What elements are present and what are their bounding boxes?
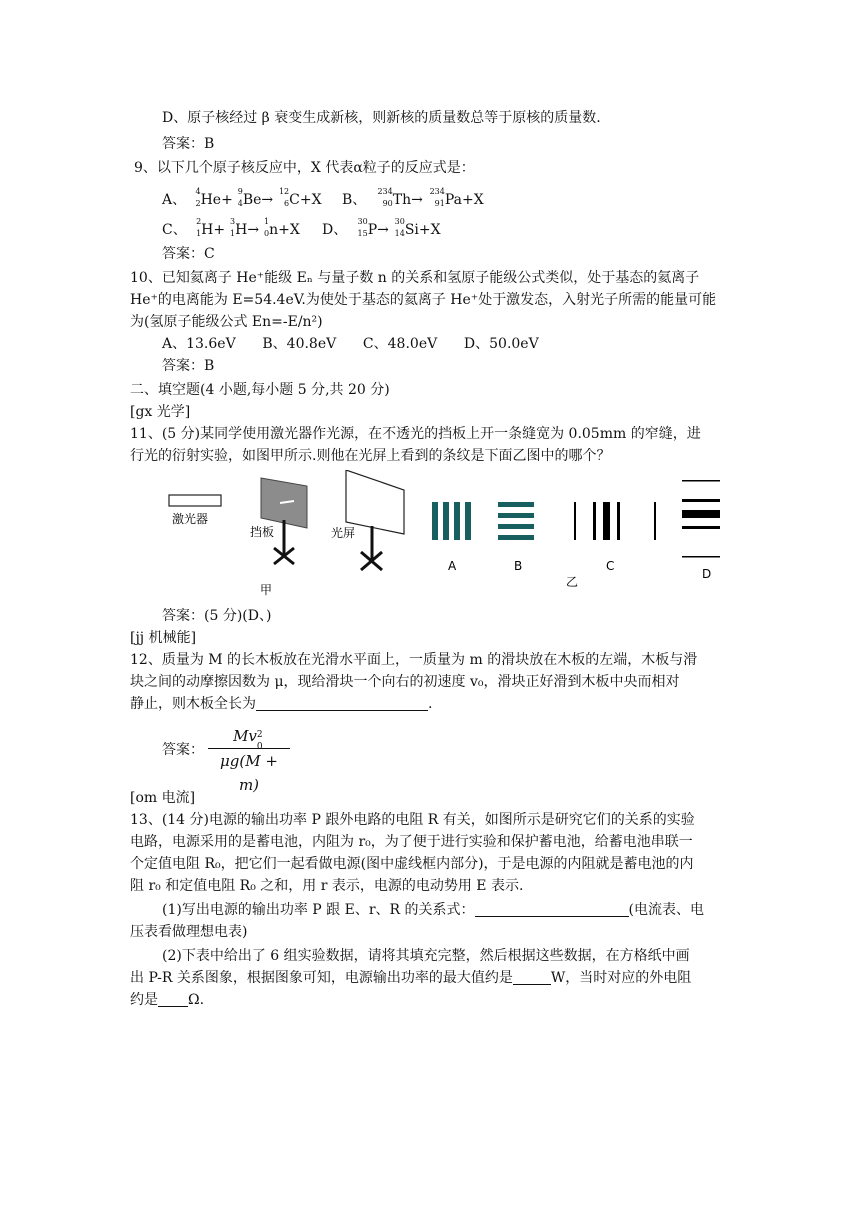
pattern-b-label: B xyxy=(514,559,523,573)
symbol: H+ xyxy=(201,222,226,238)
q9-answer: 答案：C xyxy=(162,246,215,262)
pattern-a-label: A xyxy=(448,559,457,573)
q9-option-c xyxy=(162,217,300,240)
screen-label: 光屏 xyxy=(331,526,356,540)
figure-jia-label: 甲 xyxy=(260,583,273,597)
pattern-c xyxy=(574,502,656,540)
answer-blank[interactable] xyxy=(256,694,428,711)
q12-answer-label: 答案： xyxy=(162,742,204,758)
symbol: Be→ xyxy=(242,192,274,208)
figure-yi-label: 乙 xyxy=(566,575,579,589)
nuclide: 3 1 xyxy=(230,217,236,238)
tag-current: [om 电流] xyxy=(130,790,196,806)
q9-option-d xyxy=(322,217,441,240)
q13-part1-text: (1)写出电源的输出功率 P 跟 E、r、R 的关系式： xyxy=(162,902,475,918)
q13-part2-unit: Ω. xyxy=(188,992,205,1008)
q9-option-d-label: D、 xyxy=(322,222,348,238)
q9-option-c-label: C、 xyxy=(162,222,187,238)
q13-part2-text: 出 P-R 关系图象，根据图象可知，电源输出功率的最大值约是 xyxy=(130,970,513,986)
q12-line3-text: 静止，则木板全长为 xyxy=(130,696,256,712)
fraction-denominator: μg(M + m) xyxy=(220,752,278,794)
pattern-d xyxy=(682,480,720,558)
q13-line4: 阻 r₀ 和定值电阻 R₀ 之和，用 r 表示，电源的电动势用 E 表示. xyxy=(130,878,524,894)
q9-option-a-label: A、 xyxy=(162,192,187,208)
nuclide: 234 90 xyxy=(377,187,393,208)
nuclide: 2 1 xyxy=(196,217,202,238)
q13-line1: 13、(14 分)电源的输出功率 P 跟外电路的电阻 R 有关，如图所示是研究它们的关系的实验 xyxy=(130,812,695,828)
nuclide: 234 91 xyxy=(429,187,445,208)
pattern-c-label: C xyxy=(606,559,615,573)
screen-icon xyxy=(346,470,404,534)
q12-line2: 块之间的动摩擦因数为 μ，现给滑块一个向右的初速度 v₀，滑块正好滑到木板中央而相对 xyxy=(130,674,680,690)
symbol: He+ xyxy=(200,192,233,208)
q10-line3: 为(氢原子能级公式 En=-E/n²) xyxy=(130,314,323,330)
symbol: Pa+X xyxy=(444,192,484,208)
q13-part2-line3 xyxy=(130,990,204,1010)
section-heading: 二、填空题(4 小题,每小题 5 分,共 20 分) xyxy=(130,382,390,398)
q10-answer: 答案：B xyxy=(162,358,215,374)
q13-part1 xyxy=(162,900,704,920)
q13-part2-text2: W，当时对应的外电阻 xyxy=(550,970,692,986)
q13-part1-note: (电流表、电 xyxy=(628,902,704,918)
symbol: H→ xyxy=(235,222,260,238)
symbol: Si+X xyxy=(404,222,441,238)
fraction-numerator: Mv 2 0 xyxy=(233,727,263,752)
q12-line3 xyxy=(130,694,432,714)
q11-line2: 行光的衍射实验，如图甲所示.则他在光屏上看到的条纹是下面乙图中的哪个？ xyxy=(130,448,611,464)
nuclide: 30 15 xyxy=(357,217,368,238)
symbol: n+X xyxy=(269,222,300,238)
q11-line1: 11、(5 分)某同学使用激光器作光源，在不透光的挡板上开一条缝宽为 0.05mm 的窄缝，进 xyxy=(130,426,701,442)
q13-part2-line2 xyxy=(130,968,691,988)
pattern-d-label: D xyxy=(702,567,712,581)
q9-option-b-label: B、 xyxy=(342,192,367,208)
q12-line1: 12、质量为 M 的长木板放在光滑水平面上，一质量为 m 的滑块放在木板的左端，木板与滑 xyxy=(130,652,698,668)
laser-icon xyxy=(169,495,221,506)
laser-label: 激光器 xyxy=(172,512,209,526)
symbol: C+X xyxy=(289,192,322,208)
q13-line3: 个定值电阻 R₀，把它们一起看做电源(图中虚线框内部分)，于是电源的内阻就是蓄电池的内 xyxy=(130,856,694,872)
q11-answer: 答案：(5 分)(D、) xyxy=(162,608,272,624)
q10-line1: 10、已知氦离子 He⁺能级 Eₙ 与量子数 n 的关系和氢原子能级公式类似，处于基态的氦离子 xyxy=(130,270,700,286)
q8-option-d: D、原子核经过 β 衰变生成新核，则新核的质量数总等于原核的质量数. xyxy=(162,110,601,126)
q13-line2: 电路，电源采用的是蓄电池，内阻为 r₀，为了便于进行实验和保护蓄电池，给蓄电池串联一 xyxy=(130,834,693,850)
nuclide: 1 0 xyxy=(263,217,270,238)
q12-line3-end: . xyxy=(428,696,433,712)
nuclide: 12 6 xyxy=(278,187,290,208)
pattern-b xyxy=(498,502,534,540)
answer-blank[interactable] xyxy=(158,990,188,1007)
symbol: Th→ xyxy=(392,192,423,208)
diffraction-figure xyxy=(160,470,730,600)
nuclide: 30 14 xyxy=(394,217,405,238)
nuclide: 9 4 xyxy=(237,187,243,208)
nuclide: 4 2 xyxy=(195,187,201,208)
q10-line2: He⁺的电离能为 E=54.4eV.为使处于基态的氦离子 He⁺处于激发态，入射光子所需的能量可能 xyxy=(130,292,717,308)
q12-answer-fraction xyxy=(208,724,290,794)
q9-option-a xyxy=(162,187,322,210)
q13-part1-cont: 压表看做理想电表) xyxy=(130,924,248,940)
answer-blank[interactable] xyxy=(513,968,551,985)
q13-part2-text3: 约是 xyxy=(130,992,158,1008)
pattern-a xyxy=(432,502,471,540)
q9-option-b xyxy=(342,187,484,210)
q8-answer: 答案：B xyxy=(162,136,215,152)
q9-stem: 9、以下几个原子核反应中，X 代表α粒子的反应式是： xyxy=(134,160,475,176)
q10-options: A、13.6eV B、40.8eV C、48.0eV D、50.0eV xyxy=(162,336,539,352)
tag-mechanical-energy: [jj 机械能] xyxy=(130,630,197,646)
board-label: 挡板 xyxy=(250,525,275,539)
q13-part2: (2)下表中给出了 6 组实验数据，请将其填充完整，然后根据这些数据，在方格纸中画 xyxy=(162,948,690,964)
tag-optics: [gx 光学] xyxy=(130,404,191,420)
answer-blank[interactable] xyxy=(475,900,629,917)
symbol: P→ xyxy=(367,222,389,238)
